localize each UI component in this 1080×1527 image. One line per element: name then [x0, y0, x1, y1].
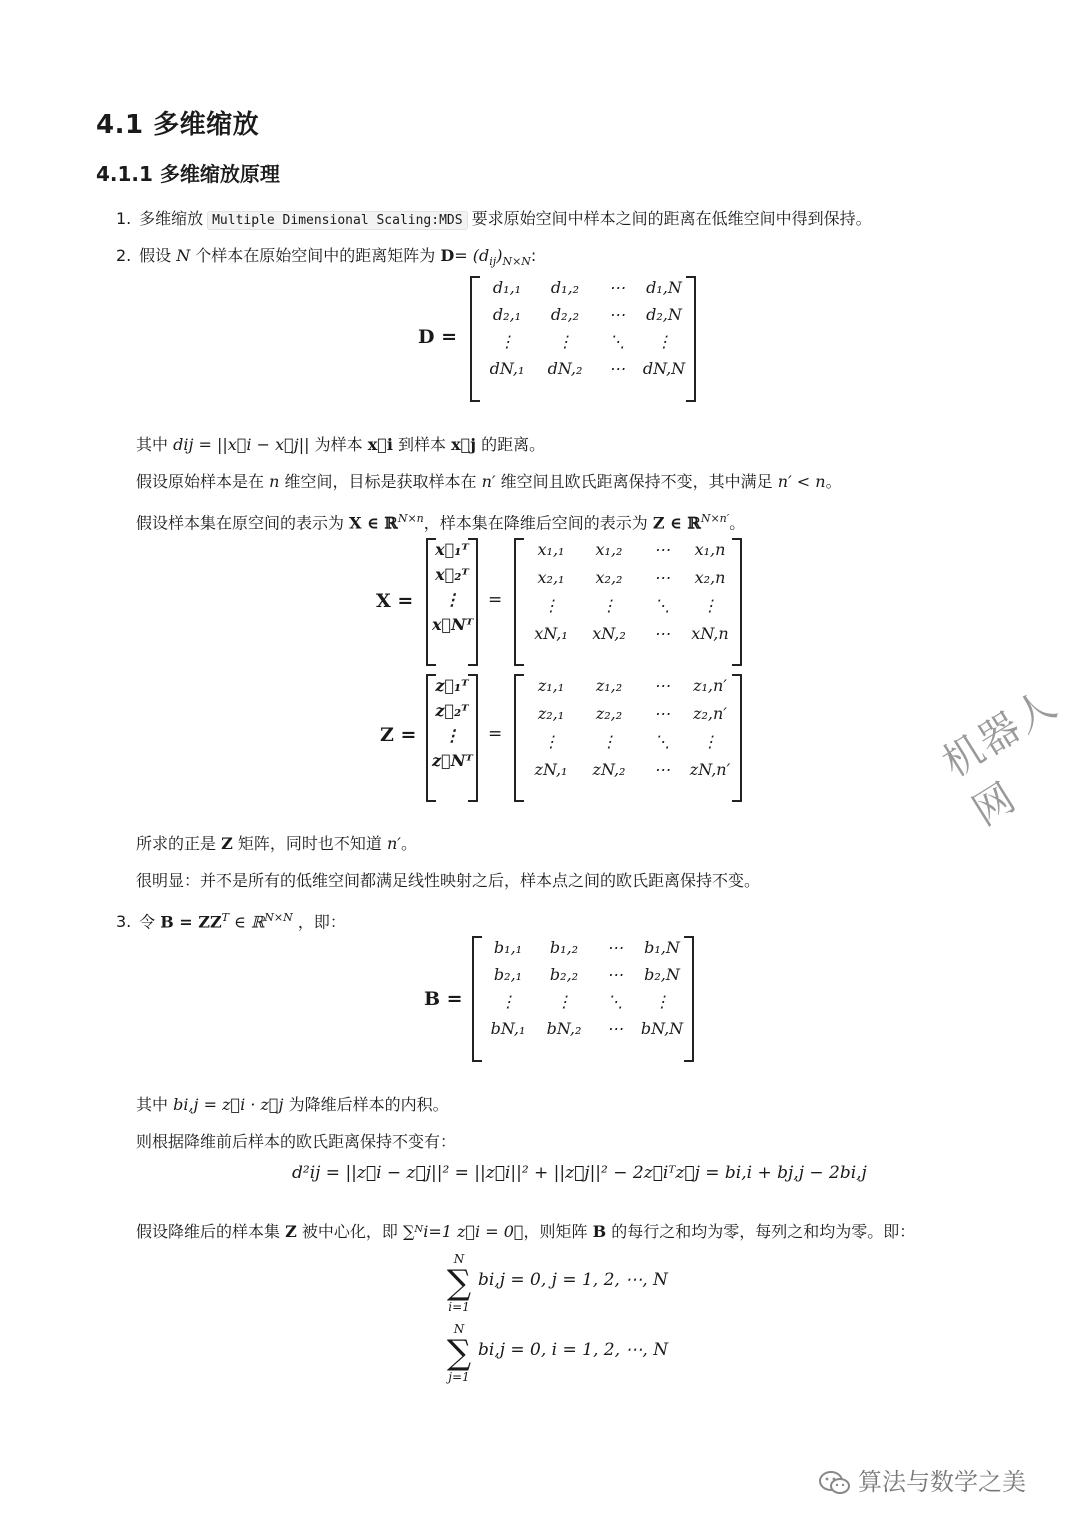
matrix-b-cell: ⋯	[607, 1019, 623, 1038]
paragraph-centered: 假设降维后的样本集 Z 被中心化，即 ∑ᴺi=1 z⃗i = 0⃗，则矩阵 B 的每行之和均为零，每列之和均为零。即：	[136, 1222, 916, 1241]
matrix-d-cell: ⋮	[656, 332, 672, 351]
matrix-b-cell: b₂,₂	[549, 965, 579, 984]
watermark-wechat: 算法与数学之美	[818, 1462, 1026, 1497]
matrix-z-cell: z₁,₁	[537, 676, 565, 695]
matrix-x-vector-cell: x⃗Nᵀ	[432, 615, 474, 634]
matrix-z-cell: zN,₂	[592, 760, 626, 779]
matrix-b-cell: ⋱	[607, 992, 623, 1011]
matrix-d-cell: ⋮	[557, 332, 573, 351]
matrix-d-cell: d₁,₂	[550, 278, 580, 297]
matrix-z-cell: zN,₁	[534, 760, 568, 779]
matrix-x-vector-cell: x⃗₂ᵀ	[435, 565, 469, 584]
matrix-x-equals: =	[488, 590, 503, 610]
matrix-z-vector-cell: ⋮	[444, 726, 460, 745]
paragraph-goal: 所求的正是 Z 矩阵，同时也不知道 n′。	[136, 834, 417, 853]
matrix-x-cell: ⋯	[654, 624, 670, 643]
paragraph-representation: 假设样本集在原空间的表示为 X ∈ ℝ$^{N\times n}$，样本集在降维后空间的表示为 Z ∈ ℝ$^{N\times n'}$。	[136, 512, 746, 533]
matrix-x-cell: x₂,n	[694, 568, 726, 587]
matrix-d-cell: d₁,₁	[492, 278, 522, 297]
matrix-b-cell: b₁,N	[644, 938, 680, 957]
matrix-x-cell: ⋮	[543, 596, 559, 615]
matrix-d-cell: ⋯	[609, 359, 625, 378]
list-item-2: 2. 假设 N 个样本在原始空间中的距离矩阵为 $D= (d_{ij})_{N\times N}$:	[116, 246, 537, 269]
matrix-b-cell: ⋮	[500, 992, 516, 1011]
matrix-b-label: B =	[424, 988, 463, 1010]
sum-1-expression: bi,j = 0, j = 1, 2, ⋯, N	[478, 1270, 668, 1290]
list-item-3: 3. 令 $B = ZZ^T$ ∈ ℝ$^{N\times N}$ ，即：	[116, 911, 346, 932]
matrix-z-vector-cell: z⃗Nᵀ	[432, 751, 473, 770]
paragraph-observation: 很明显：并不是所有的低维空间都满足线性映射之后，样本点之间的欧氏距离保持不变。	[136, 871, 761, 890]
matrix-z-cell: ⋮	[601, 732, 617, 751]
paragraph-distance-def: 其中 dij = ||x⃗i − x⃗j|| 为样本 x⃗i 到样本 x⃗j 的距离。	[136, 435, 546, 454]
paragraph-dimension: 假设原始样本是在 n 维空间，目标是获取样本在 n′ 维空间且欧氏距离保持不变，其中满足 n′ < n。	[136, 472, 842, 491]
watermark-robot: 机器人网	[934, 680, 1066, 835]
matrix-z-cell: z₂,₁	[537, 704, 565, 723]
matrix-x-cell: x₁,n	[694, 540, 726, 559]
matrix-d-cell: d₂,N	[646, 305, 682, 324]
matrix-x-vector-cell: ⋮	[444, 590, 460, 609]
matrix-z	[514, 674, 742, 802]
matrix-z-equals: =	[488, 724, 503, 744]
matrix-b-cell: b₁,₂	[549, 938, 579, 957]
matrix-b-cell: b₂,N	[644, 965, 680, 984]
matrix-b-cell: ⋯	[607, 938, 623, 957]
matrix-b-cell: ⋮	[654, 992, 670, 1011]
matrix-x-vectors	[426, 538, 478, 666]
matrix-z-cell: z₂,n′	[693, 704, 727, 723]
matrix-z-cell: ⋯	[654, 676, 670, 695]
matrix-d-cell: dN,N	[642, 359, 686, 378]
matrix-d-cell: d₁,N	[646, 278, 682, 297]
matrix-d-cell: dN,₁	[489, 359, 525, 378]
paragraph-keep-distance: 则根据降维前后样本的欧氏距离保持不变有：	[136, 1132, 457, 1151]
list-item-1: 1. 多维缩放 Multiple Dimensional Scaling:MDS 要求原始空间中样本之间的距离在低维空间中得到保持。	[116, 209, 872, 228]
matrix-x-cell: x₁,₂	[595, 540, 623, 559]
matrix-d-cell: ⋯	[609, 278, 625, 297]
matrix-d	[470, 276, 696, 402]
matrix-b-cell: bN,₁	[490, 1019, 526, 1038]
paragraph-inner-product: 其中 bi,j = z⃗i · z⃗j 为降维后样本的内积。	[136, 1095, 449, 1114]
matrix-b	[472, 936, 694, 1062]
matrix-b-cell: ⋯	[607, 965, 623, 984]
matrix-x-cell: ⋮	[601, 596, 617, 615]
matrix-x-cell: ⋯	[654, 540, 670, 559]
matrix-d-cell: d₂,₂	[550, 305, 580, 324]
matrix-d-cell: ⋮	[499, 332, 515, 351]
matrix-z-cell: z₂,₂	[595, 704, 623, 723]
matrix-d-cell: ⋯	[609, 305, 625, 324]
matrix-x-cell: x₂,₁	[537, 568, 565, 587]
matrix-z-cell: ⋮	[543, 732, 559, 751]
matrix-b-cell: b₁,₁	[493, 938, 523, 957]
subsection-heading: 4.1.1 多维缩放原理	[96, 162, 280, 186]
matrix-d-cell: dN,₂	[547, 359, 583, 378]
matrix-x-cell: x₁,₁	[537, 540, 565, 559]
sum-1-operator: N ∑ i=1	[446, 1252, 472, 1314]
matrix-z-cell: zN,n′	[689, 760, 731, 779]
matrix-x-cell: xN,n	[691, 624, 729, 643]
matrix-x-vector-cell: x⃗₁ᵀ	[435, 540, 469, 559]
matrix-z-cell: ⋮	[702, 732, 718, 751]
matrix-x-cell: xN,₁	[534, 624, 568, 643]
matrix-d-label: D =	[418, 326, 458, 348]
matrix-x-cell: ⋱	[654, 596, 670, 615]
matrix-z-cell: ⋯	[654, 760, 670, 779]
matrix-x-cell: xN,₂	[592, 624, 626, 643]
equation-distance: d²ij = ||z⃗i − z⃗j||² = ||z⃗i||² + ||z⃗j||² − 2z⃗iᵀz⃗j = bi,i + bj,j − 2bi,j	[292, 1163, 867, 1183]
matrix-z-cell: ⋱	[654, 732, 670, 751]
matrix-d-cell: ⋱	[609, 332, 625, 351]
matrix-b-cell: bN,N	[640, 1019, 684, 1038]
sum-2-operator: N ∑ j=1	[446, 1322, 472, 1384]
matrix-z-cell: z₁,n′	[693, 676, 727, 695]
matrix-x	[514, 538, 742, 666]
matrix-b-cell: ⋮	[556, 992, 572, 1011]
matrix-x-label: X =	[376, 590, 414, 612]
inline-code: Multiple Dimensional Scaling:MDS	[207, 211, 467, 230]
matrix-z-cell: z₁,₂	[595, 676, 623, 695]
matrix-x-cell: x₂,₂	[595, 568, 623, 587]
matrix-x-cell: ⋯	[654, 568, 670, 587]
matrix-z-vector-cell: z⃗₁ᵀ	[435, 676, 469, 695]
matrix-d-cell: d₂,₁	[492, 305, 522, 324]
matrix-z-cell: ⋯	[654, 704, 670, 723]
matrix-b-cell: bN,₂	[546, 1019, 582, 1038]
matrix-b-cell: b₂,₁	[493, 965, 523, 984]
wechat-icon	[818, 1470, 852, 1496]
matrix-x-cell: ⋮	[702, 596, 718, 615]
sum-2-expression: bi,j = 0, i = 1, 2, ⋯, N	[478, 1340, 669, 1360]
matrix-z-vectors	[426, 674, 478, 802]
matrix-z-label: Z =	[380, 724, 417, 746]
matrix-z-vector-cell: z⃗₂ᵀ	[435, 701, 469, 720]
section-heading: 4.1 多维缩放	[96, 110, 260, 140]
